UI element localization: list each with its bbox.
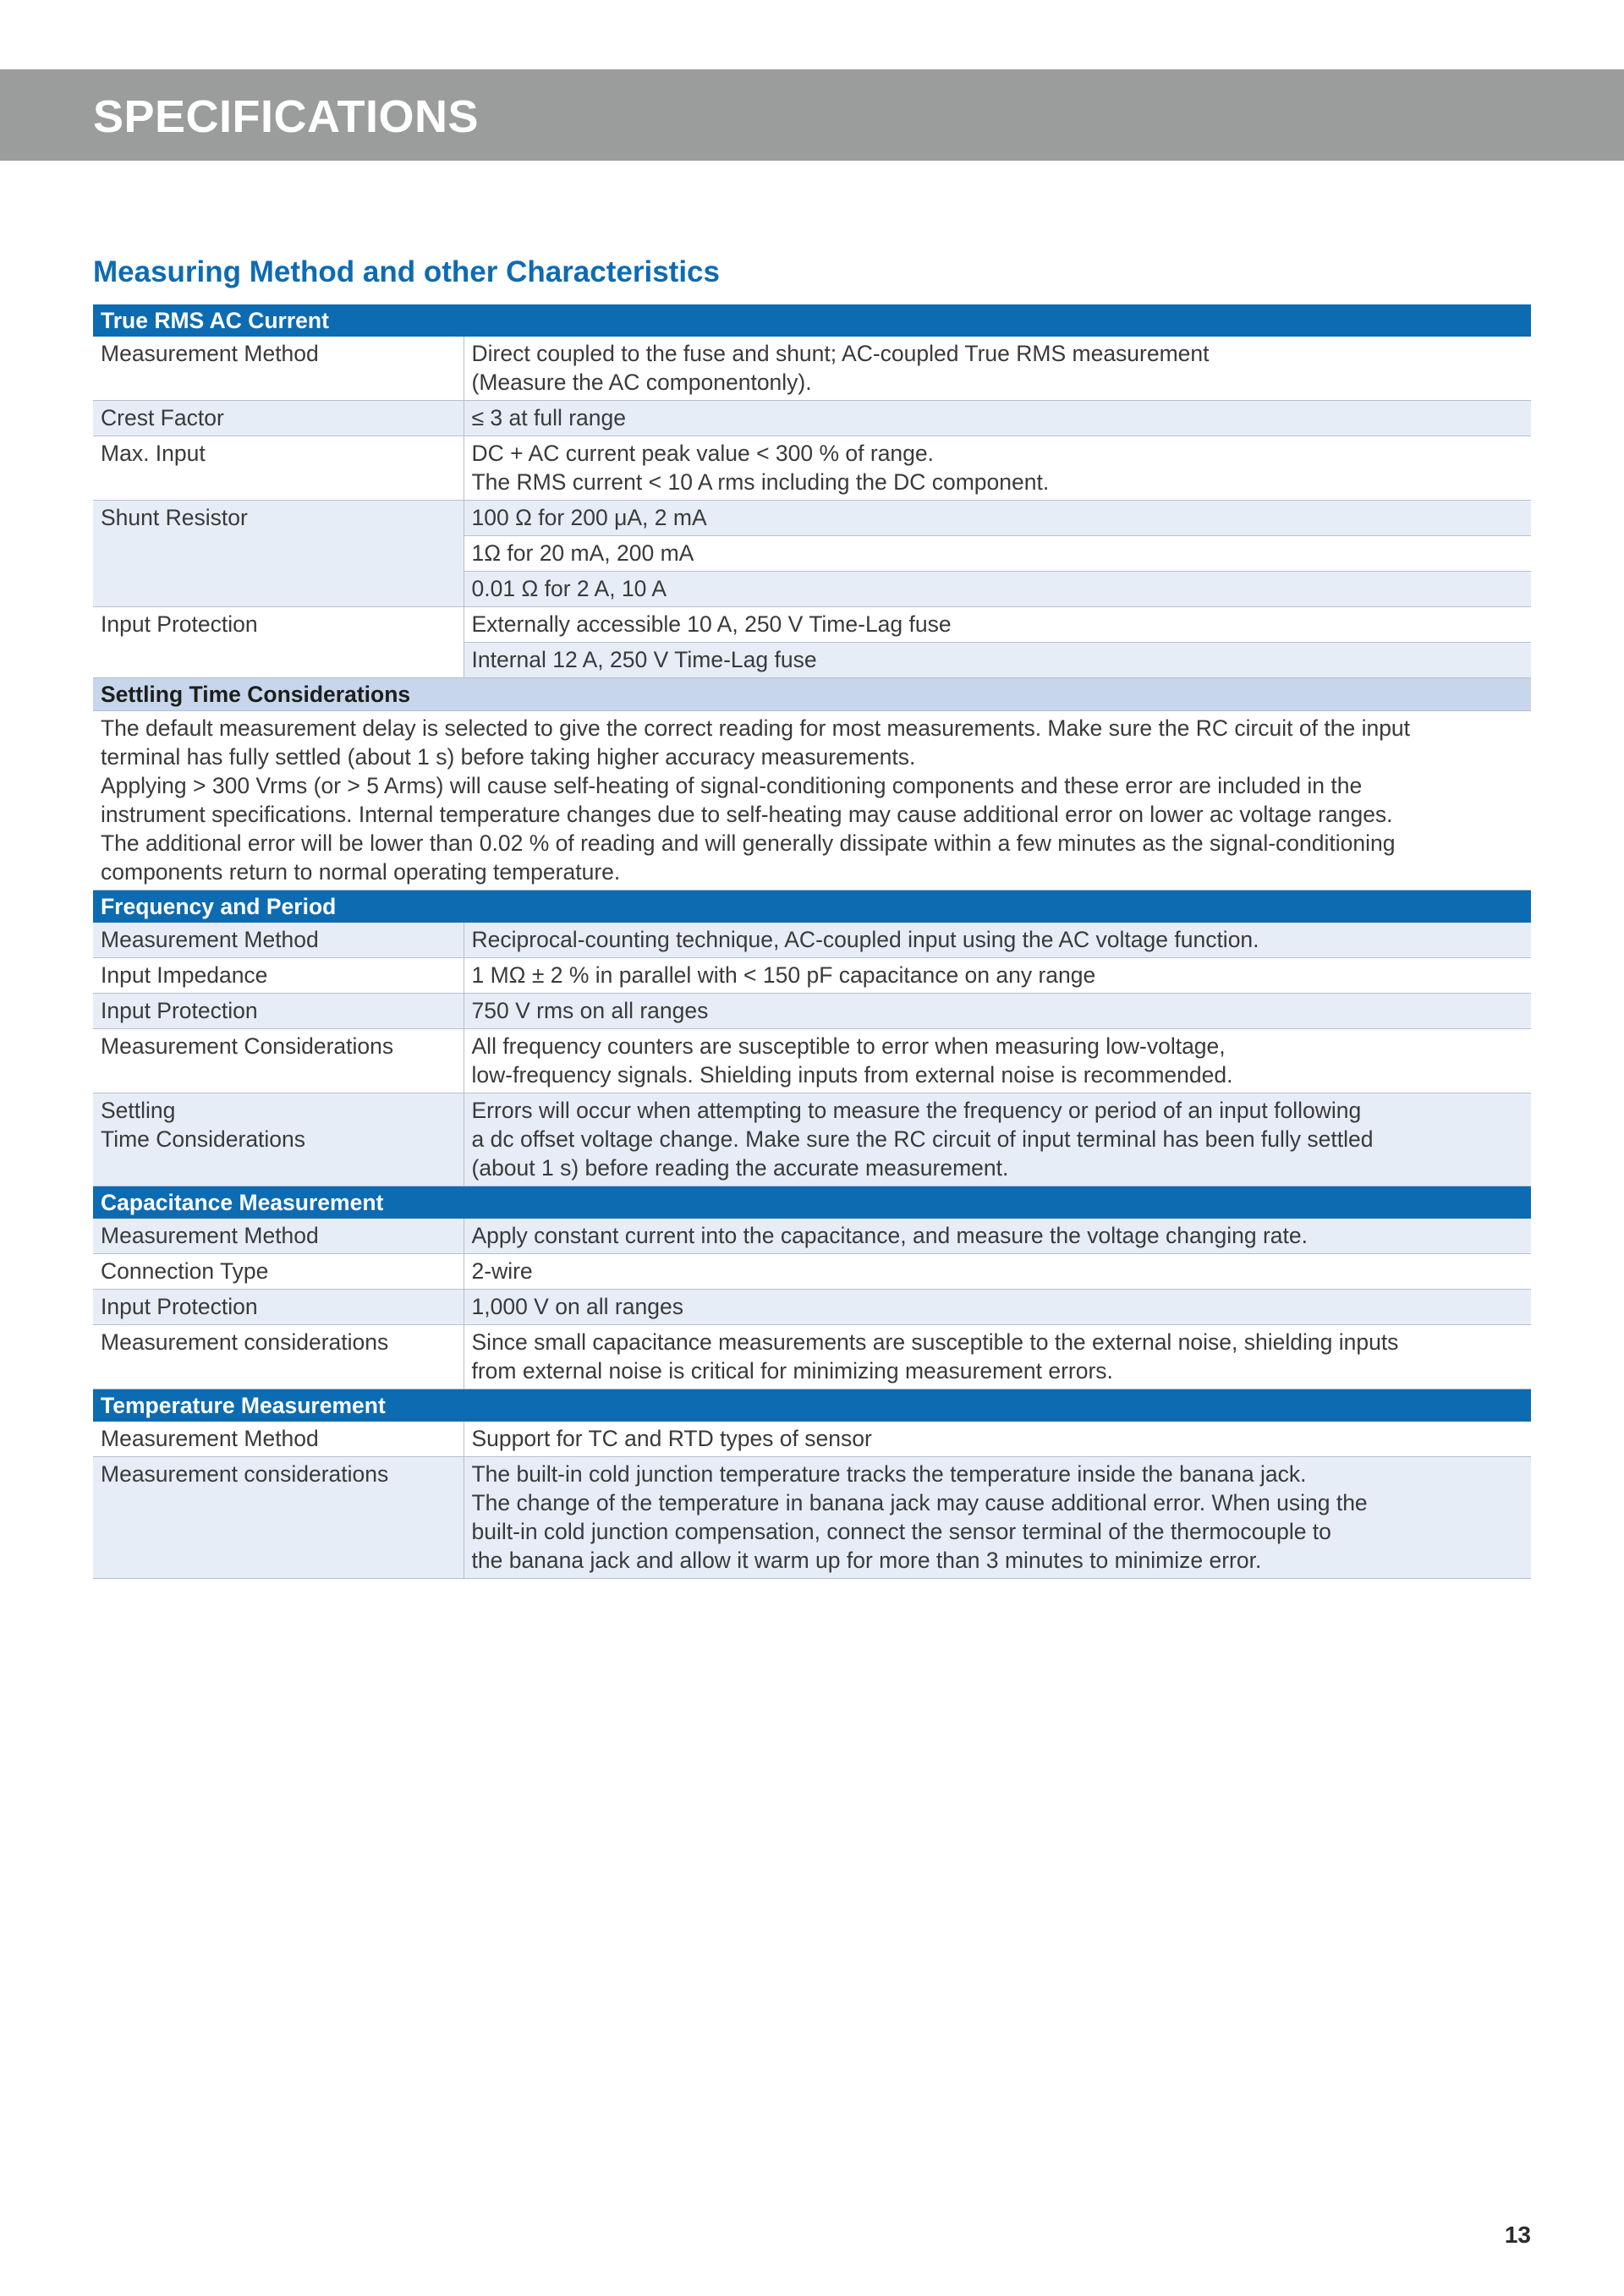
row-value: 1Ω for 20 mA, 200 mA xyxy=(464,536,1531,572)
label-line: Settling xyxy=(101,1098,176,1123)
value-line: DC + AC current peak value < 300 % of range. xyxy=(471,441,935,466)
section-header-ac-current: True RMS AC Current xyxy=(93,304,1531,337)
table-row xyxy=(93,401,1531,436)
row-value: Internal 12 A, 250 V Time-Lag fuse xyxy=(464,643,1531,678)
paragraph-line: components return to normal operating temperature. xyxy=(101,859,621,885)
row-label: Input Protection xyxy=(93,1290,464,1325)
section-header-spacer xyxy=(464,1389,1531,1422)
table-row xyxy=(93,436,1531,501)
paragraph-line: Applying > 300 Vrms (or > 5 Arms) will cause self-heating of signal-conditioning components and these error are included in the xyxy=(101,773,1363,798)
row-label: Connection Type xyxy=(93,1254,464,1290)
row-value: Reciprocal-counting technique, AC-coupled input using the AC voltage function. xyxy=(464,923,1531,958)
row-label: Measurement considerations xyxy=(93,1457,464,1579)
value-line: (about 1 s) before reading the accurate measurement. xyxy=(471,1155,1009,1181)
row-value: Support for TC and RTD types of sensor xyxy=(464,1422,1531,1457)
value-line: from external noise is critical for minimizing measurement errors. xyxy=(471,1358,1113,1384)
table-row xyxy=(93,994,1531,1029)
table-row xyxy=(93,1422,1531,1457)
settling-paragraph xyxy=(93,711,1531,890)
table-row xyxy=(93,1219,1531,1254)
section-header-row xyxy=(93,304,1531,337)
row-value: 0.01 Ω for 2 A, 10 A xyxy=(464,572,1531,607)
subsection-header-row xyxy=(93,678,1531,711)
page-number: 13 xyxy=(1504,2222,1531,2248)
table-row xyxy=(93,1254,1531,1290)
value-line: low-frequency signals. Shielding inputs from external noise is recommended. xyxy=(471,1062,1233,1088)
row-value: Externally accessible 10 A, 250 V Time-Lag fuse xyxy=(464,607,1531,643)
value-line: built-in cold junction compensation, connect the sensor terminal of the thermocouple to xyxy=(471,1519,1331,1544)
row-value: 1,000 V on all ranges xyxy=(464,1290,1531,1325)
row-value xyxy=(464,1457,1531,1579)
section-header-temperature: Temperature Measurement xyxy=(93,1389,464,1422)
row-label: Input Impedance xyxy=(93,958,464,994)
row-label: Crest Factor xyxy=(93,401,464,436)
table-row xyxy=(93,1290,1531,1325)
page-title: SPECIFICATIONS xyxy=(93,91,480,142)
row-value xyxy=(464,1325,1531,1389)
row-label: Measurement considerations xyxy=(93,1325,464,1389)
row-value: Apply constant current into the capacitance, and measure the voltage changing rate. xyxy=(464,1219,1531,1254)
row-label: Input Protection xyxy=(93,607,464,678)
row-label: Measurement Method xyxy=(93,923,464,958)
section-title: Measuring Method and other Characteristics xyxy=(93,255,720,288)
label-line: Time Considerations xyxy=(101,1126,306,1152)
paragraph-line: The additional error will be lower than 0.02 % of reading and will generally dissipate within a few minutes as the signal-conditioning xyxy=(101,830,1396,856)
value-line: a dc offset voltage change. Make sure the RC circuit of input terminal has been fully settled xyxy=(471,1126,1374,1152)
section-header-row xyxy=(93,1389,1531,1422)
row-label xyxy=(93,1093,464,1186)
value-line: Direct coupled to the fuse and shunt; AC-coupled True RMS measurement xyxy=(471,341,1210,366)
table-row xyxy=(93,923,1531,958)
row-value: 2-wire xyxy=(464,1254,1531,1290)
table-row xyxy=(93,1325,1531,1389)
table-row xyxy=(93,607,1531,643)
paragraph-line: The default measurement delay is selected to give the correct reading for most measurements. Make sure the RC circuit of the input xyxy=(101,715,1411,741)
row-value xyxy=(464,1093,1531,1186)
value-line: (Measure the AC componentonly). xyxy=(471,370,812,395)
row-value: ≤ 3 at full range xyxy=(464,401,1531,436)
section-header-frequency: Frequency and Period xyxy=(93,890,1531,923)
section-header-row xyxy=(93,890,1531,923)
section-header-row xyxy=(93,1186,1531,1219)
row-value: 750 V rms on all ranges xyxy=(464,994,1531,1029)
row-label: Measurement Considerations xyxy=(93,1029,464,1093)
paragraph-line: instrument specifications. Internal temperature changes due to self-heating may cause additional error on lower ac voltage ranges. xyxy=(101,802,1393,827)
row-label: Measurement Method xyxy=(93,1219,464,1254)
section-header-capacitance: Capacitance Measurement xyxy=(93,1186,464,1219)
spec-table xyxy=(93,304,1531,1579)
table-row xyxy=(93,1029,1531,1093)
row-value xyxy=(464,337,1531,401)
value-line: The change of the temperature in banana jack may cause additional error. When using the xyxy=(471,1490,1368,1515)
paragraph-line: terminal has fully settled (about 1 s) before taking higher accuracy measurements. xyxy=(101,744,916,770)
row-value xyxy=(464,1029,1531,1093)
value-line: The RMS current < 10 A rms including the DC component. xyxy=(471,469,1050,495)
table-row xyxy=(93,1093,1531,1186)
row-label: Measurement Method xyxy=(93,1422,464,1457)
table-row xyxy=(93,501,1531,536)
row-value xyxy=(464,436,1531,501)
value-line: Since small capacitance measurements are susceptible to the external noise, shielding inputs xyxy=(471,1329,1399,1355)
section-header-spacer xyxy=(464,1186,1531,1219)
row-label: Input Protection xyxy=(93,994,464,1029)
subsection-header-settling: Settling Time Considerations xyxy=(93,678,1531,711)
value-line: All frequency counters are susceptible to error when measuring low-voltage, xyxy=(471,1033,1226,1059)
row-value: 100 Ω for 200 μA, 2 mA xyxy=(464,501,1531,536)
table-row xyxy=(93,958,1531,994)
row-value: 1 MΩ ± 2 % in parallel with < 150 pF capacitance on any range xyxy=(464,958,1531,994)
row-label: Max. Input xyxy=(93,436,464,501)
table-row xyxy=(93,337,1531,401)
value-line: the banana jack and allow it warm up for more than 3 minutes to minimize error. xyxy=(471,1548,1262,1573)
header-band xyxy=(0,69,1624,161)
value-line: The built-in cold junction temperature tracks the temperature inside the banana jack. xyxy=(471,1461,1307,1487)
table-row xyxy=(93,1457,1531,1579)
row-label: Shunt Resistor xyxy=(93,501,464,607)
value-line: Errors will occur when attempting to measure the frequency or period of an input following xyxy=(471,1098,1362,1123)
table-row xyxy=(93,711,1531,890)
row-label: Measurement Method xyxy=(93,337,464,401)
